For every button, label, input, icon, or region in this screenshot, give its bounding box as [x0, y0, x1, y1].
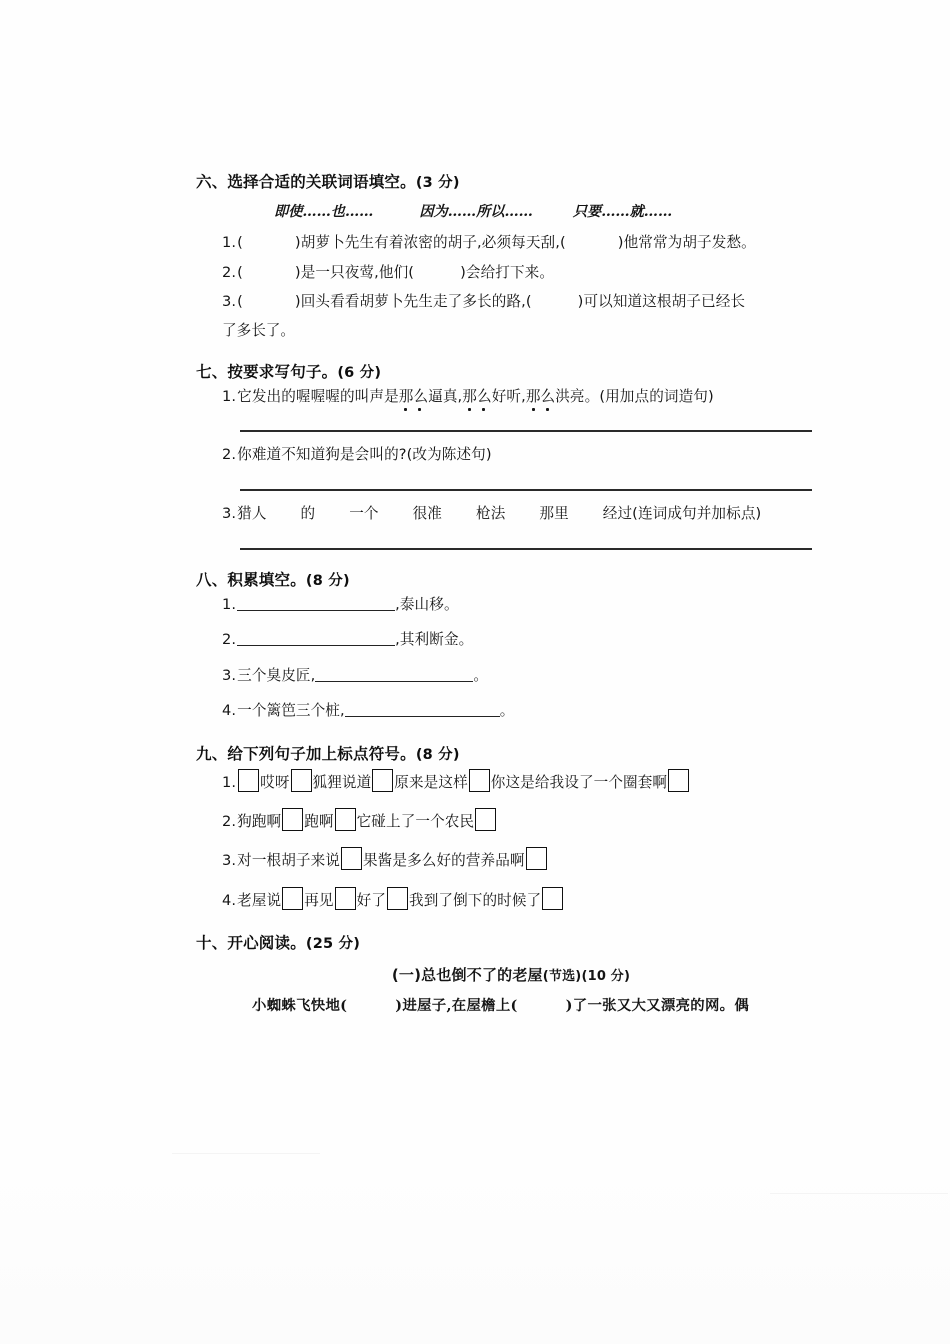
question-8-2-after: ,其利断金。 [395, 631, 474, 649]
punctuation-box[interactable] [282, 887, 303, 910]
question-8-1-blank[interactable] [237, 595, 395, 611]
question-6-3-number: 3. [222, 293, 237, 311]
section-eight-heading [196, 568, 826, 590]
question-8-2 [196, 629, 826, 652]
question-8-2-number: 2. [222, 631, 237, 649]
scan-artifact-streak [172, 1153, 320, 1154]
question-9-4-seg-2: 再见 [304, 891, 334, 909]
question-7-1-number: 1. [222, 387, 237, 405]
question-9-2 [196, 807, 826, 836]
section-eight [196, 568, 826, 723]
question-9-2-seg-3: 它碰上了一个农民 [356, 813, 475, 831]
scramble-word-4: 很准 [412, 505, 442, 523]
question-9-3 [196, 846, 826, 875]
answer-line-7-3[interactable] [240, 548, 812, 550]
question-7-1-mid-1: 逼真, [428, 387, 463, 405]
question-9-3-number: 3. [222, 852, 237, 870]
question-8-4 [196, 700, 826, 723]
punctuation-box[interactable] [542, 887, 563, 910]
question-9-1-number: 1. [222, 774, 237, 792]
punctuation-box[interactable] [282, 808, 303, 831]
question-9-4-seg-4: 我到了倒下的时候了 [409, 891, 542, 909]
answer-line-7-2[interactable] [240, 489, 812, 491]
question-6-1-open-paren: ( [237, 234, 243, 251]
reading-passage-subtitle: (节选)(10 分) [542, 968, 631, 984]
scramble-word-2: 的 [300, 505, 316, 523]
question-7-1-emphasis-3: 那么 [525, 387, 556, 405]
question-9-2-seg-2: 跑啊 [304, 813, 334, 831]
passage-part-3: )了一张又大又漂亮的网。偶 [565, 996, 750, 1014]
scan-artifact-streak [770, 1193, 948, 1194]
question-6-1-text-b: )胡萝卜先生有着浓密的胡子,必须每天刮,( [294, 234, 566, 251]
question-7-3 [196, 503, 826, 526]
question-6-3-continuation: 了多长了。 [222, 321, 295, 339]
punctuation-box[interactable] [341, 847, 362, 870]
question-7-1-pre: 它发出的喔喔喔的叫声是 [237, 387, 399, 405]
scan-artifact-gradient [0, 1134, 950, 1344]
section-seven-points: (6 分) [337, 364, 382, 381]
question-9-1-seg-2: 哎呀 [260, 774, 290, 792]
section-eight-title: 八、积累填空。 [196, 570, 306, 589]
question-8-4-before: 一个篱笆三个桩, [237, 702, 345, 720]
scramble-word-6: 那里 [539, 505, 569, 523]
question-6-3 [196, 291, 826, 314]
punctuation-box[interactable] [238, 769, 259, 792]
question-8-3 [196, 665, 826, 688]
question-9-1 [196, 768, 826, 797]
reading-passage-text [196, 994, 826, 1017]
question-9-2-seg-1: 狗跑啊 [237, 813, 282, 831]
question-8-2-blank[interactable] [237, 630, 395, 646]
section-seven [196, 360, 826, 550]
question-7-1-mid-2: 好听, [491, 387, 526, 405]
question-7-1-emphasis-1: 那么 [398, 387, 429, 405]
question-6-1 [196, 232, 826, 255]
option-item-3: 只要……就…… [572, 204, 673, 220]
question-9-1-seg-5: 你这是给我设了一个圈套啊 [490, 774, 668, 792]
question-8-3-after: 。 [473, 666, 489, 684]
question-8-3-number: 3. [222, 666, 237, 684]
question-7-3-number: 3. [222, 505, 237, 523]
option-item-2: 因为……所以…… [419, 204, 533, 220]
question-9-1-seg-4: 原来是这样 [394, 774, 468, 792]
question-8-1 [196, 594, 826, 617]
question-6-2-open-paren: ( [237, 263, 243, 281]
punctuation-box[interactable] [526, 847, 547, 870]
question-6-3-text-c: )可以知道这根胡子已经长 [577, 293, 746, 311]
passage-part-1: 小蜘蛛飞快地( [252, 996, 348, 1014]
section-seven-heading [196, 360, 826, 382]
punctuation-box[interactable] [668, 769, 689, 792]
section-ten [196, 931, 826, 1017]
section-nine-heading [196, 742, 826, 764]
question-6-1-text-c: )他常常为胡子发愁。 [617, 234, 756, 251]
punctuation-box[interactable] [335, 887, 356, 910]
question-8-3-blank[interactable] [315, 666, 473, 682]
question-7-2-number: 2. [222, 446, 237, 464]
scramble-word-7: 经过 [602, 505, 633, 523]
question-8-3-before: 三个臭皮匠, [237, 666, 316, 684]
question-6-2 [196, 262, 826, 285]
passage-part-2: )进屋子,在屋檐上( [395, 996, 518, 1014]
question-7-2 [196, 444, 826, 467]
question-9-2-number: 2. [222, 813, 237, 831]
question-9-3-seg-2: 果酱是多么好的营养品啊 [362, 852, 525, 870]
question-8-1-number: 1. [222, 595, 237, 613]
answer-line-7-1[interactable] [240, 430, 812, 432]
section-six [196, 170, 826, 340]
question-7-1 [196, 386, 826, 409]
section-six-points: (3 分) [415, 175, 460, 191]
exam-content [196, 170, 826, 1019]
section-six-title: 六、选择合适的关联词语填空。 [196, 173, 416, 191]
section-ten-points: (25 分) [305, 935, 361, 952]
section-seven-title: 七、按要求写句子。 [196, 362, 338, 381]
scramble-word-5: 枪法 [476, 505, 506, 523]
punctuation-box[interactable] [387, 887, 408, 910]
question-6-1-number: 1. [222, 234, 237, 251]
question-8-4-number: 4. [222, 702, 237, 720]
section-ten-heading [196, 931, 826, 953]
section-nine [196, 742, 826, 915]
question-7-1-hint: (用加点的词造句) [599, 387, 714, 405]
question-6-3-text-b: )回头看看胡萝卜先生走了多长的路,( [294, 293, 532, 311]
reading-passage-name: (一)总也倒不了的老屋 [391, 965, 543, 984]
punctuation-box[interactable] [475, 808, 496, 831]
question-8-4-after: 。 [499, 702, 515, 720]
scramble-word-3: 一个 [349, 505, 379, 523]
section-eight-points: (8 分) [305, 572, 350, 589]
section-nine-points: (8 分) [415, 747, 460, 764]
question-7-1-emphasis-2: 那么 [462, 387, 492, 405]
question-7-3-hint: (连词成句并加标点) [632, 505, 762, 523]
question-6-3-open-paren: ( [237, 293, 243, 311]
punctuation-box[interactable] [335, 808, 356, 831]
question-9-4 [196, 886, 826, 915]
option-item-1: 即使……也…… [274, 204, 374, 220]
question-7-2-hint: (改为陈述句) [406, 446, 492, 464]
section-six-options [196, 201, 826, 221]
punctuation-box[interactable] [469, 769, 490, 792]
question-9-3-seg-1: 对一根胡子来说 [237, 852, 340, 870]
question-6-2-text-c: )会给打下来。 [460, 263, 555, 281]
scramble-word-1: 猎人 [237, 505, 267, 523]
reading-passage-title [196, 964, 826, 985]
question-7-1-post: 洪亮。 [555, 387, 600, 405]
question-6-2-text-b: )是一只夜莺,他们( [294, 263, 415, 281]
question-8-4-blank[interactable] [345, 701, 500, 717]
question-9-4-seg-3: 好了 [356, 891, 386, 909]
question-7-2-text: 你难道不知道狗是会叫的? [237, 446, 407, 464]
question-9-4-number: 4. [222, 891, 237, 909]
punctuation-box[interactable] [291, 769, 312, 792]
question-9-1-seg-3: 狐狸说道 [312, 774, 372, 792]
question-6-2-number: 2. [222, 263, 237, 281]
section-six-heading [196, 170, 826, 192]
section-ten-title: 十、开心阅读。 [196, 933, 306, 952]
section-nine-title: 九、给下列句子加上标点符号。 [196, 745, 416, 764]
question-8-1-after: ,泰山移。 [395, 595, 459, 613]
question-9-4-seg-1: 老屋说 [237, 891, 282, 909]
punctuation-box[interactable] [372, 769, 393, 792]
